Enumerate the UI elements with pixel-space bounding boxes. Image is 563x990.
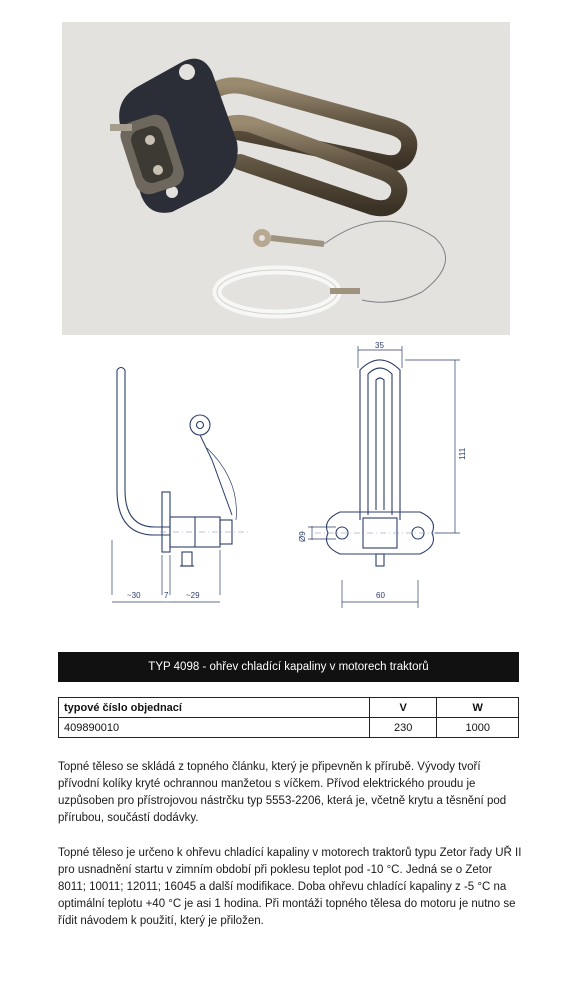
table-header-row <box>59 698 519 718</box>
product-title-bar <box>58 652 519 682</box>
header-order-number: typové číslo objednací <box>59 698 370 718</box>
product-title: TYP 4098 - ohřev chladící kapaliny v motorech traktorů <box>148 661 429 673</box>
cell-order-number: 409890010 <box>59 718 370 738</box>
product-photo <box>62 22 510 335</box>
description-paragraph-2: Topné těleso je určeno k ohřevu chladící kapaliny v motorech traktorů typu Zetor řady UŘ II pro usnadnění startu v zimním období při poklesu teplot pod -10 °C. Jedná se o Zetor 8011; 10011; 12011; 16045 a další modifikace. Doba ohřevu chladící kapaliny z -5 °C na optimální teplotu +40 °C je asi 1 hodina. Při montáži topného tělesa do motoru je nutno se řídit návodem k použití, který je přiložen. <box>58 847 522 927</box>
cell-voltage: 230 <box>370 718 437 738</box>
cell-power: 1000 <box>437 718 519 738</box>
description-paragraph-1: Topné těleso se skládá z topného článku, který je připevněn k přírubě. Vývody tvoří přívodní kolíky kryté ochrannou manžetou s víčkem. Přívod elektrického proudu je uzpůsoben pro přístrojovou nástrčku typ 5553-2206, která je, včetně krytu a těsnění pod přírubou, součástí dodávky. <box>58 761 507 824</box>
table-row <box>59 718 519 738</box>
header-power: W <box>437 698 519 718</box>
technical-drawing <box>100 340 480 615</box>
dim-9-label: Ø9 <box>298 531 307 542</box>
dim-30-label: ~30 <box>127 591 141 600</box>
spec-table <box>58 697 519 738</box>
dim-111-label: 111 <box>458 447 467 460</box>
header-voltage: V <box>370 698 437 718</box>
dim-60-label: 60 <box>376 591 385 600</box>
dim-7-label: 7 <box>164 591 169 600</box>
dim-35-label: 35 <box>375 341 384 350</box>
dim-29-label: ~29 <box>186 591 200 600</box>
